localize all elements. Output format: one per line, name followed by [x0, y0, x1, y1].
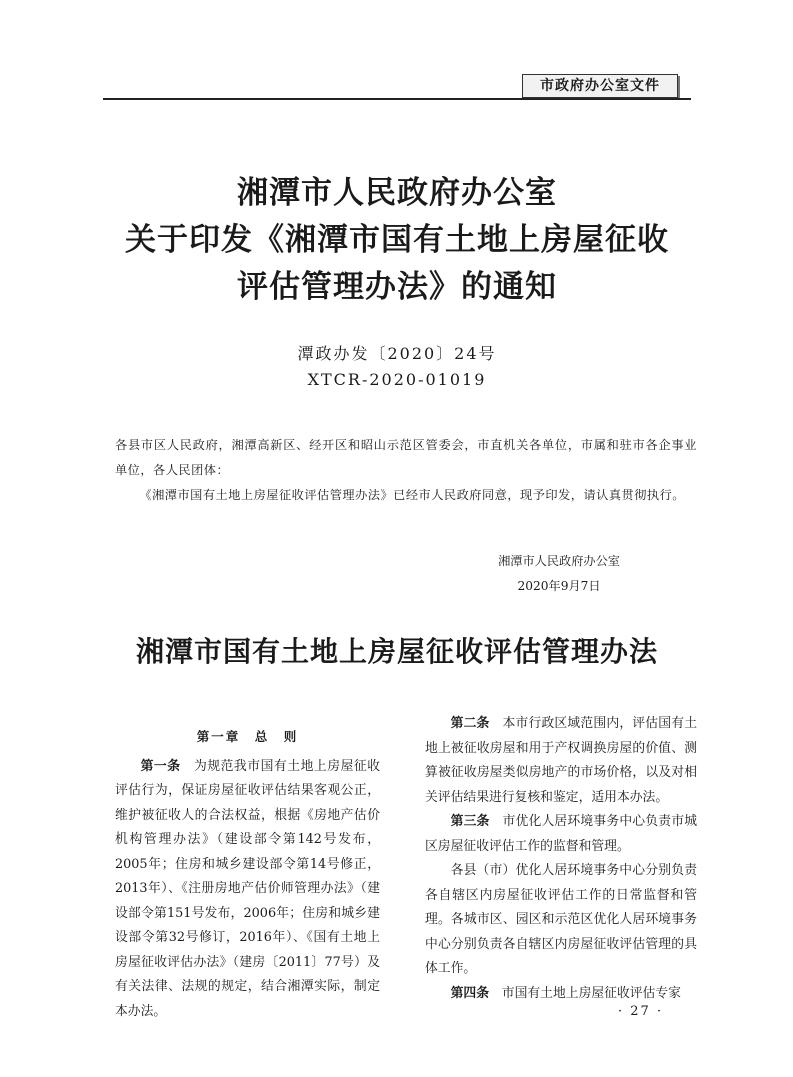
article-2: [425, 712, 697, 810]
article-number: 第一条: [140, 758, 181, 774]
header-tag: 市政府办公室文件: [522, 74, 678, 98]
article-1: [115, 755, 380, 1025]
article-number: 第二条: [450, 716, 490, 731]
article-text: 本市行政区域范围内，评估国有土地上被征收房屋和用于产权调换房屋的价值、测算被征收房屋类似房地产的市场价格，以及对相关评估结果进行复核和鉴定，适用本办法。: [425, 716, 698, 805]
document-number-line: 潭政办发〔2020〕24号: [297, 344, 497, 363]
notice-title-line: 评估管理办法》的通知: [237, 269, 557, 305]
signature-issuer: 湘潭市人民政府办公室: [498, 554, 620, 568]
document-code-line: XTCR-2020-01019: [307, 370, 487, 389]
signature-date: 2020年9月7日: [517, 579, 601, 593]
notice-title: [103, 170, 691, 311]
article-text: 市优化人居环境事务中心负责市城区房屋征收评估工作的监督和管理。: [425, 814, 698, 854]
right-column: [425, 712, 697, 1006]
header-rule: [103, 98, 691, 100]
document-number: [103, 341, 691, 393]
article-3-continuation: 各县（市）优化人居环境事务中心分别负责各自辖区内房屋征收评估工作的日常监督和管理。各城市区、园区和示范区优化人居环境事务中心分别负责各自辖区内房屋征收评估管理的具体工作。: [425, 863, 697, 976]
chapter-heading: 第一章 总 则: [196, 729, 299, 744]
article-3: [425, 810, 697, 859]
article-number: 第四条: [450, 985, 489, 1001]
left-column: [115, 712, 380, 1024]
article-4: [425, 982, 697, 1007]
page-number: · 27 ·: [618, 1004, 664, 1019]
article-text: 市国有土地上房屋征收评估专家: [501, 985, 681, 1001]
signature-block: [498, 549, 620, 599]
article-text: 为规范我市国有土地上房屋征收评估行为，保证房屋征收评估结果客观公正，维护被征收人的合法权益，根据《房地产估价机构管理办法》（建设部令第142号发布，2005年；住房和城乡建设部令第14号修正，2013年）、《注册房地产估价师管理办法》（建设部令第151号发布，2006年；住房和城乡建设部令第32号修订，2016年）、《国有土地上房屋征收评估办法》（建房〔2011〕77号）及有关法律、法规的规定，结合湘潭实际，制定本办法。: [115, 758, 381, 1019]
notice-body: [115, 433, 697, 508]
notice-text: 《湘潭市国有土地上房屋征收评估管理办法》已经市人民政府同意，现予印发，请认真贯彻执行。: [139, 488, 685, 502]
notice-recipients: 各县市区人民政府，湘潭高新区、经开区和昭山示范区管委会，市直机关各单位，市属和驻市各企事业单位，各人民团体：: [115, 438, 697, 477]
article-number: 第三条: [450, 814, 490, 829]
regulation-title: 湘潭市国有土地上房屋征收评估管理办法: [135, 635, 658, 668]
notice-title-line: 关于印发《湘潭市国有土地上房屋征收: [125, 222, 669, 258]
notice-title-line: 湘潭市人民政府办公室: [237, 175, 557, 211]
